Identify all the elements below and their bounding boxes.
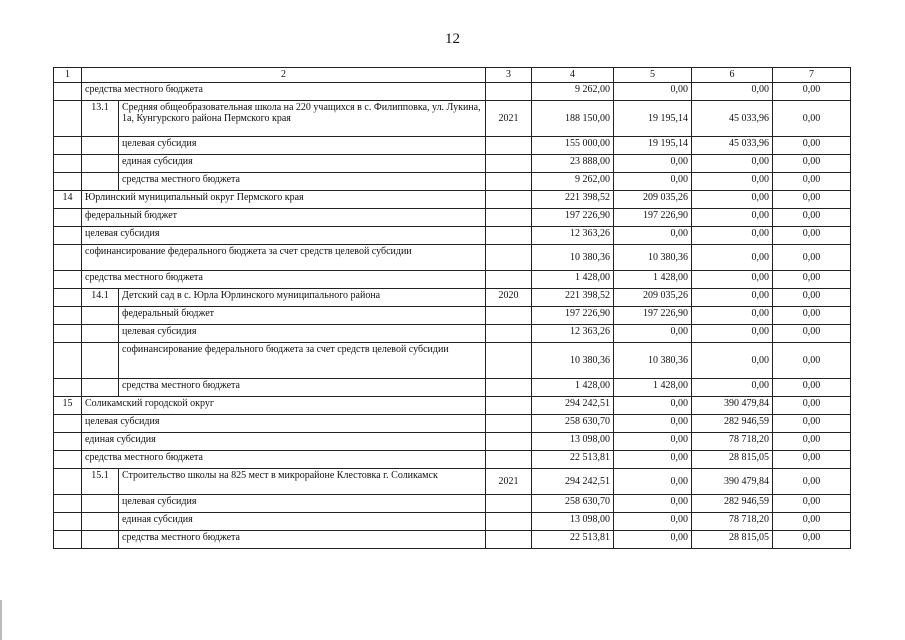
row-number [82,325,119,343]
value-col6: 0,00 [692,307,773,325]
row-number: 13.1 [82,101,119,137]
value-col6: 282 946,59 [692,415,773,433]
row-label: целевая субсидия [119,325,486,343]
table-row [54,433,851,451]
row-number-cell [54,469,82,495]
value-total: 9 262,00 [532,173,614,191]
row-number-cell [54,513,82,531]
row-number-cell [54,379,82,397]
row-number-cell [54,271,82,289]
value-col6: 28 815,05 [692,531,773,549]
value-col7: 0,00 [773,495,851,513]
table-row [54,191,851,209]
row-label: федеральный бюджет [82,209,486,227]
header-col-6: 6 [692,68,773,83]
year-cell [486,173,532,191]
value-total: 10 380,36 [532,245,614,271]
value-col7: 0,00 [773,155,851,173]
value-col7: 0,00 [773,289,851,307]
year-cell [486,307,532,325]
row-number [82,379,119,397]
row-number-cell [54,325,82,343]
value-col5: 0,00 [614,433,692,451]
row-label: средства местного бюджета [119,531,486,549]
year-cell [486,343,532,379]
value-col7: 0,00 [773,397,851,415]
year-cell [486,495,532,513]
value-col5: 0,00 [614,451,692,469]
value-col5: 209 035,26 [614,289,692,307]
row-label: Детский сад в с. Юрла Юрлинского муниципального района [119,289,486,307]
table-row [54,289,851,307]
value-col6: 78 718,20 [692,433,773,451]
year-cell: 2021 [486,469,532,495]
row-number: 15 [54,397,82,415]
row-label: Юрлинский муниципальный округ Пермского края [82,191,486,209]
value-col6: 0,00 [692,83,773,101]
value-col5: 19 195,14 [614,137,692,155]
row-number-cell [54,495,82,513]
header-col-4: 4 [532,68,614,83]
scan-edge-mark [0,600,2,640]
value-col5: 197 226,90 [614,307,692,325]
value-col6: 390 479,84 [692,469,773,495]
year-cell [486,191,532,209]
value-col7: 0,00 [773,343,851,379]
table-row [54,245,851,271]
value-total: 13 098,00 [532,513,614,531]
year-cell [486,245,532,271]
row-number-cell [54,83,82,101]
row-label: целевая субсидия [82,415,486,433]
row-label: целевая субсидия [82,227,486,245]
table-row [54,173,851,191]
header-col-1: 1 [54,68,82,83]
table-row [54,209,851,227]
value-col5: 0,00 [614,155,692,173]
row-number-cell [54,155,82,173]
value-total: 9 262,00 [532,83,614,101]
year-cell [486,397,532,415]
row-label: единая субсидия [119,155,486,173]
row-number-cell [54,245,82,271]
value-col5: 197 226,90 [614,209,692,227]
row-number [82,155,119,173]
value-total: 221 398,52 [532,289,614,307]
row-number [82,531,119,549]
value-col7: 0,00 [773,307,851,325]
year-cell: 2021 [486,101,532,137]
value-col7: 0,00 [773,173,851,191]
value-total: 10 380,36 [532,343,614,379]
row-number-cell [54,307,82,325]
year-cell [486,433,532,451]
value-col5: 1 428,00 [614,379,692,397]
value-col6: 0,00 [692,325,773,343]
value-total: 221 398,52 [532,191,614,209]
table-row [54,325,851,343]
row-number-cell [54,227,82,245]
table-row [54,227,851,245]
value-col5: 0,00 [614,531,692,549]
year-cell [486,531,532,549]
row-label: единая субсидия [82,433,486,451]
row-number-cell [54,531,82,549]
value-total: 1 428,00 [532,379,614,397]
row-label: федеральный бюджет [119,307,486,325]
value-col7: 0,00 [773,271,851,289]
value-total: 294 242,51 [532,397,614,415]
row-label: единая субсидия [119,513,486,531]
value-col7: 0,00 [773,227,851,245]
row-label: средства местного бюджета [119,379,486,397]
value-col5: 0,00 [614,173,692,191]
value-col6: 0,00 [692,155,773,173]
page-number: 12 [445,31,460,47]
row-label: софинансирование федерального бюджета за счет средств целевой субсидии [119,343,486,379]
value-col5: 0,00 [614,415,692,433]
value-col5: 0,00 [614,83,692,101]
row-label: Средняя общеобразовательная школа на 220 учащихся в с. Филипповка, ул. Лукина, 1а, Кунгурского района Пермского края [119,101,486,137]
year-cell [486,83,532,101]
value-total: 23 888,00 [532,155,614,173]
row-label: средства местного бюджета [82,83,486,101]
value-col7: 0,00 [773,379,851,397]
row-number-cell [54,173,82,191]
table-row [54,343,851,379]
value-col5: 0,00 [614,469,692,495]
row-label: средства местного бюджета [119,173,486,191]
value-total: 197 226,90 [532,209,614,227]
value-total: 258 630,70 [532,415,614,433]
row-label: средства местного бюджета [82,451,486,469]
table-row [54,495,851,513]
value-col7: 0,00 [773,469,851,495]
year-cell [486,137,532,155]
year-cell [486,325,532,343]
value-col6: 78 718,20 [692,513,773,531]
row-label: средства местного бюджета [82,271,486,289]
value-total: 188 150,00 [532,101,614,137]
value-total: 12 363,26 [532,227,614,245]
row-number [82,495,119,513]
table-row [54,415,851,433]
row-label: целевая субсидия [119,137,486,155]
value-col5: 19 195,14 [614,101,692,137]
table-row [54,379,851,397]
value-col6: 0,00 [692,289,773,307]
table-header-row [54,68,851,83]
value-col5: 0,00 [614,495,692,513]
value-col5: 10 380,36 [614,245,692,271]
value-col5: 0,00 [614,397,692,415]
year-cell: 2020 [486,289,532,307]
table-row [54,513,851,531]
header-col-7: 7 [773,68,851,83]
table-row [54,83,851,101]
row-number: 14.1 [82,289,119,307]
budget-table [53,67,851,549]
row-number-cell [54,209,82,227]
value-col6: 0,00 [692,271,773,289]
row-number-cell [54,137,82,155]
row-number-cell [54,343,82,379]
value-col5: 0,00 [614,227,692,245]
header-col-5: 5 [614,68,692,83]
value-col7: 0,00 [773,191,851,209]
value-col6: 0,00 [692,191,773,209]
row-number [82,137,119,155]
row-number-cell [54,101,82,137]
row-number-cell [54,433,82,451]
table-row [54,155,851,173]
table-row [54,307,851,325]
year-cell [486,451,532,469]
row-label: целевая субсидия [119,495,486,513]
value-col6: 282 946,59 [692,495,773,513]
year-cell [486,415,532,433]
year-cell [486,513,532,531]
value-col6: 28 815,05 [692,451,773,469]
value-col5: 1 428,00 [614,271,692,289]
value-total: 22 513,81 [532,451,614,469]
value-total: 12 363,26 [532,325,614,343]
value-total: 155 000,00 [532,137,614,155]
year-cell [486,155,532,173]
row-number [82,173,119,191]
value-col7: 0,00 [773,451,851,469]
value-col5: 0,00 [614,325,692,343]
row-number-cell [54,289,82,307]
value-total: 1 428,00 [532,271,614,289]
table-row [54,101,851,137]
value-col5: 209 035,26 [614,191,692,209]
value-col7: 0,00 [773,325,851,343]
row-number: 14 [54,191,82,209]
year-cell [486,209,532,227]
value-col6: 0,00 [692,245,773,271]
row-label: Строительство школы на 825 мест в микрорайоне Клестовка г. Соликамск [119,469,486,495]
value-col6: 0,00 [692,173,773,191]
row-label: софинансирование федерального бюджета за счет средств целевой субсидии [82,245,486,271]
row-number-cell [54,415,82,433]
value-col7: 0,00 [773,245,851,271]
row-number-cell [54,451,82,469]
value-col6: 0,00 [692,227,773,245]
value-col6: 45 033,96 [692,137,773,155]
row-number [82,513,119,531]
value-col5: 0,00 [614,513,692,531]
value-col5: 10 380,36 [614,343,692,379]
value-col6: 0,00 [692,343,773,379]
value-total: 258 630,70 [532,495,614,513]
year-cell [486,271,532,289]
value-col6: 390 479,84 [692,397,773,415]
header-col-2: 2 [82,68,486,83]
row-number [82,343,119,379]
value-col7: 0,00 [773,101,851,137]
value-col6: 0,00 [692,379,773,397]
year-cell [486,379,532,397]
value-total: 13 098,00 [532,433,614,451]
value-col7: 0,00 [773,137,851,155]
value-total: 197 226,90 [532,307,614,325]
row-label: Соликамский городской округ [82,397,486,415]
table-row [54,137,851,155]
value-col7: 0,00 [773,531,851,549]
row-number [82,307,119,325]
value-col6: 0,00 [692,209,773,227]
value-total: 22 513,81 [532,531,614,549]
value-col7: 0,00 [773,433,851,451]
year-cell [486,227,532,245]
value-col6: 45 033,96 [692,101,773,137]
value-col7: 0,00 [773,209,851,227]
table-row [54,451,851,469]
value-col7: 0,00 [773,513,851,531]
header-col-3: 3 [486,68,532,83]
table-row [54,531,851,549]
row-number: 15.1 [82,469,119,495]
table-row [54,397,851,415]
table-row [54,469,851,495]
value-col7: 0,00 [773,83,851,101]
value-col7: 0,00 [773,415,851,433]
value-total: 294 242,51 [532,469,614,495]
table-row [54,271,851,289]
